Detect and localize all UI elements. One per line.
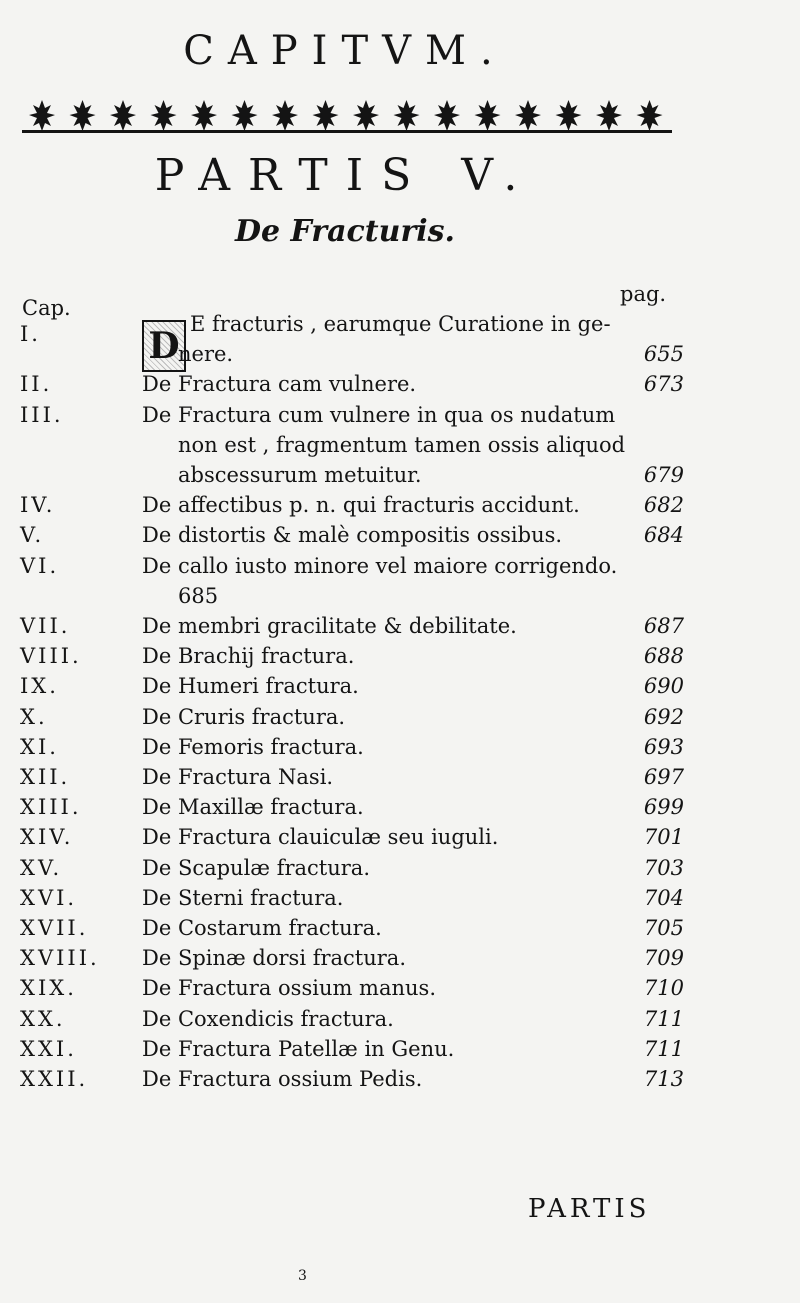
chapter-title-line: De Costarum fractura. <box>142 916 382 940</box>
chapter-number: XXII. <box>20 1067 89 1091</box>
chapter-number: I. <box>20 322 41 346</box>
chapter-number: XVII. <box>20 916 89 940</box>
chapter-title-line: non est , fragmentum tamen ossis aliquod <box>178 432 626 457</box>
page-number: 699 <box>643 795 684 820</box>
page-number: 692 <box>643 704 684 729</box>
chapter-title-line: 685 <box>178 583 219 608</box>
chapter-number: XI. <box>20 734 59 759</box>
page-number: 705 <box>643 916 684 940</box>
decorated-initial: D <box>142 320 186 372</box>
chapter-title-line: De Fractura Patellæ in Genu. <box>142 1036 455 1061</box>
chapter-title-line: De Maxillæ fractura. <box>142 795 364 820</box>
chapter-number: VI. <box>20 553 60 578</box>
chapter-title-line: De Cruris fractura. <box>142 704 346 729</box>
chapter-title-line: De Coxendicis fractura. <box>142 1006 394 1031</box>
page-number: 709 <box>643 946 684 971</box>
chapter-title-line: abscessurum metuitur. <box>178 462 422 487</box>
page-number: 679 <box>643 462 684 487</box>
fleuron-icon <box>556 100 582 131</box>
page-number: 687 <box>643 614 684 638</box>
chapter-title-line: De membri gracilitate & debilitate. <box>142 614 517 638</box>
chapter-title-line: De Fractura ossium Pedis. <box>142 1067 423 1091</box>
fleuron-icon <box>475 100 501 131</box>
fleuron-icon <box>353 100 379 131</box>
chapter-number: IV. <box>20 493 56 518</box>
chapter-title-line: E fracturis , earumque Curatione in ge- <box>190 312 611 336</box>
catchword: PARTIS <box>528 1194 651 1224</box>
page-number: 711 <box>643 1036 684 1061</box>
page-number: 693 <box>643 734 684 759</box>
page-number: 697 <box>643 765 684 789</box>
page-number: 711 <box>643 1006 684 1031</box>
fleuron-icon <box>596 100 622 131</box>
fleuron-icon <box>272 100 298 131</box>
page-number: 673 <box>643 372 684 397</box>
running-head: CAPITVM. <box>183 28 507 74</box>
page-number: 682 <box>643 493 684 518</box>
fleuron-icon <box>191 100 217 131</box>
chapter-number: XVIII. <box>20 946 100 971</box>
signature-mark: 3 <box>298 1268 307 1284</box>
chapter-number: XVI. <box>20 885 78 910</box>
page-number: 704 <box>643 885 684 910</box>
page-number: 655 <box>643 342 684 367</box>
fleuron-icon <box>29 100 55 131</box>
page-number: 688 <box>643 644 684 669</box>
chapter-title-line: De Femoris fractura. <box>142 734 364 759</box>
fleuron-icon <box>151 100 177 131</box>
page-number: 710 <box>643 976 684 1001</box>
chapter-number: XXI. <box>20 1036 77 1061</box>
column-header-pag: pag. <box>620 282 667 306</box>
chapter-title-line: De Fractura ossium manus. <box>142 976 436 1001</box>
fleuron-ornament-band <box>22 96 672 140</box>
chapter-number: XV. <box>20 855 63 880</box>
part-heading: PARTIS V. <box>154 150 536 201</box>
chapter-number: V. <box>20 523 45 548</box>
page-number: 713 <box>643 1067 684 1091</box>
page-number: 690 <box>643 674 684 699</box>
chapter-title-line: De callo iusto minore vel maiore corrigendo. <box>142 553 618 578</box>
chapter-title-line: De Sterni fractura. <box>142 885 344 910</box>
chapter-title-line: nere. <box>178 342 234 367</box>
chapter-number: II. <box>20 372 53 397</box>
chapter-title-line: De Fractura cam vulnere. <box>142 372 417 397</box>
fleuron-icon <box>110 100 136 131</box>
fleuron-icon <box>394 100 420 131</box>
chapter-title-line: De Fractura cum vulnere in qua os nudatum <box>142 402 616 427</box>
chapter-number: XX. <box>20 1006 66 1031</box>
fleuron-icon <box>232 100 258 131</box>
fleuron-icon <box>434 100 460 131</box>
chapter-number: VIII. <box>20 644 82 669</box>
chapter-number: XIX. <box>20 976 77 1001</box>
chapter-title-line: De Fractura Nasi. <box>142 765 334 789</box>
chapter-number: XII. <box>20 765 71 789</box>
chapter-number: VII. <box>20 614 71 638</box>
part-subtitle: De Fracturis. <box>234 214 456 249</box>
chapter-number: IX. <box>20 674 59 699</box>
chapter-title-line: De Spinæ dorsi fractura. <box>142 946 407 971</box>
chapter-number: XIII. <box>20 795 82 820</box>
page-number: 684 <box>643 523 684 548</box>
fleuron-icon <box>515 100 541 131</box>
fleuron-icon <box>313 100 339 131</box>
chapter-title-line: De Brachij fractura. <box>142 644 355 669</box>
chapter-number: III. <box>20 402 64 427</box>
chapter-title-line: De affectibus p. n. qui fracturis accidunt. <box>142 493 580 518</box>
page-number: 703 <box>643 855 684 880</box>
chapter-number: X. <box>20 704 48 729</box>
chapter-title-line: De Scapulæ fractura. <box>142 855 370 880</box>
page-number: 701 <box>643 825 684 850</box>
ornament-rule <box>22 130 672 133</box>
fleuron-icon <box>637 100 663 131</box>
fleuron-icon <box>70 100 96 131</box>
chapter-title-line: De distortis & malè compositis ossibus. <box>142 523 563 548</box>
chapter-title-line: De Fractura clauiculæ seu iuguli. <box>142 825 499 850</box>
chapter-title-line: De Humeri fractura. <box>142 674 359 699</box>
column-header-cap: Cap. <box>22 296 71 320</box>
chapter-number: XIV. <box>20 825 74 850</box>
